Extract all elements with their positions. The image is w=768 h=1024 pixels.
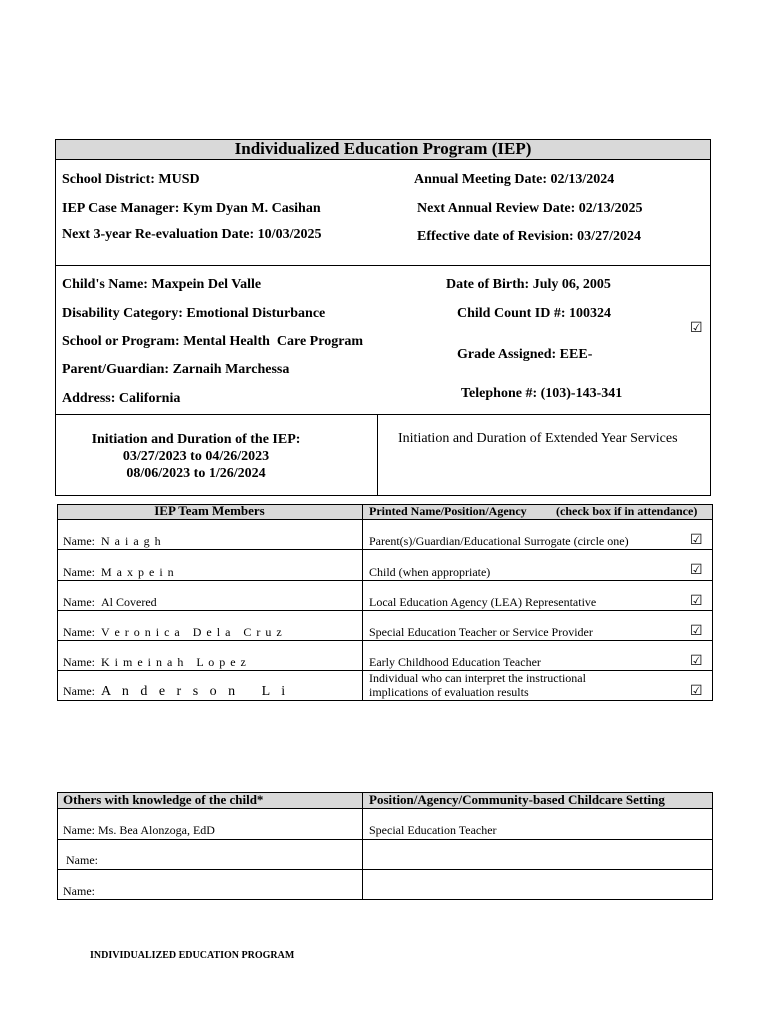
child-count-id: Child Count ID #: 100324 — [457, 306, 612, 321]
team-member-name: M a x p e i n — [101, 565, 175, 579]
team-row-name — [63, 655, 247, 670]
address: Address: California — [62, 391, 181, 406]
others-header-left: Others with knowledge of the child* — [63, 792, 264, 807]
page-title: Individualized Education Program (IEP) — [234, 139, 532, 158]
others-row-name: Name: Ms. Bea Alonzoga, EdD — [63, 823, 215, 837]
team-row-role: Child (when appropriate) — [369, 565, 491, 579]
school-program: School or Program: Mental Health Care Program — [62, 334, 364, 349]
team-row-name — [63, 534, 162, 549]
divider — [57, 869, 713, 870]
team-row-name — [63, 684, 289, 700]
others-header-right: Position/Agency/Community-based Childcare Setting — [369, 792, 665, 807]
revision-date: Effective date of Revision: 03/27/2024 — [417, 229, 641, 244]
checkbox-checked-icon[interactable]: ☑ — [690, 320, 703, 336]
iep-duration-range-2: 08/06/2023 to 1/26/2024 — [126, 466, 266, 481]
team-row-name — [63, 595, 157, 610]
team-row-role: Local Education Agency (LEA) Representative — [369, 595, 597, 609]
attendance-checkbox[interactable]: ☑ — [690, 623, 703, 639]
divider — [377, 414, 378, 496]
team-member-name: A n d e r s o n L i — [101, 684, 290, 699]
name-label: Name: — [63, 655, 95, 669]
extended-year-services: Initiation and Duration of Extended Year Services — [398, 431, 678, 446]
name-label: Name: — [63, 595, 95, 609]
grade-value: : EEE- — [551, 347, 593, 362]
annual-meeting-date: Annual Meeting Date: 02/13/2024 — [414, 172, 615, 187]
team-row-role — [369, 671, 586, 699]
team-row-role: Parent(s)/Guardian/Educational Surrogate (circle one) — [369, 534, 629, 548]
team-member-name: V e r o n i c a D e l a C r u z — [101, 625, 283, 639]
grade-assigned — [457, 347, 592, 363]
disability-category: Disability Category: Emotional Disturbance — [62, 306, 326, 321]
team-member-name: N a i a g h — [101, 534, 162, 548]
next-review-date: Next Annual Review Date: 02/13/2025 — [417, 201, 643, 216]
team-row-role: Early Childhood Education Teacher — [369, 655, 541, 669]
iep-duration — [56, 431, 336, 482]
divider — [57, 839, 713, 840]
others-row-name: Name: — [66, 853, 98, 867]
iep-duration-label: Initiation and Duration of the IEP: — [91, 432, 301, 447]
child-name: Child's Name: Maxpein Del Valle — [62, 277, 262, 292]
divider — [55, 414, 711, 415]
school-district: School District: MUSD — [62, 172, 200, 187]
divider — [57, 640, 713, 641]
divider — [57, 610, 713, 611]
team-row-name — [63, 565, 175, 580]
name-label: Name: — [63, 625, 95, 639]
divider — [57, 808, 713, 809]
name-label: Name: — [63, 684, 95, 698]
case-manager: IEP Case Manager: Kym Dyan M. Casihan — [62, 201, 321, 216]
team-row-role-line-1: Individual who can interpret the instructional — [369, 671, 586, 685]
name-label: Name: — [63, 534, 95, 548]
team-header-members: IEP Team Members — [154, 503, 265, 518]
team-row-role-line-2: implications of evaluation results — [369, 685, 529, 699]
team-header-position: Printed Name/Position/Agency — [369, 504, 527, 518]
divider — [55, 159, 711, 160]
footer-text: INDIVIDUALIZED EDUCATION PROGRAM — [90, 950, 295, 961]
parent-guardian: Parent/Guardian: Zarnaih Marchessa — [62, 362, 290, 377]
attendance-checkbox[interactable]: ☑ — [690, 683, 703, 699]
others-row-name: Name: — [63, 884, 95, 898]
divider — [55, 265, 711, 266]
team-member-name: Al Covered — [101, 595, 157, 609]
team-header-attendance: (check box if in attendance) — [556, 504, 698, 518]
attendance-checkbox[interactable]: ☑ — [690, 532, 703, 548]
team-member-name: K i m e i n a h L o p e z — [101, 655, 247, 669]
grade-label: Grade Assigned — [457, 347, 552, 362]
iep-duration-range-1: 03/27/2023 to 04/26/2023 — [122, 449, 270, 464]
divider — [362, 504, 363, 701]
team-row-role: Special Education Teacher or Service Provider — [369, 625, 593, 639]
team-row-name — [63, 625, 283, 640]
name-label: Name: — [63, 565, 95, 579]
others-row-position: Special Education Teacher — [369, 823, 497, 837]
divider — [57, 549, 713, 550]
reevaluation-date: Next 3-year Re-evaluation Date: 10/03/2025 — [62, 227, 322, 242]
attendance-checkbox[interactable]: ☑ — [690, 562, 703, 578]
divider — [57, 580, 713, 581]
attendance-checkbox[interactable]: ☑ — [690, 653, 703, 669]
divider — [57, 519, 713, 520]
telephone: Telephone #: (103)-143-341 — [461, 386, 623, 401]
date-of-birth: Date of Birth: July 06, 2005 — [446, 277, 611, 292]
attendance-checkbox[interactable]: ☑ — [690, 593, 703, 609]
